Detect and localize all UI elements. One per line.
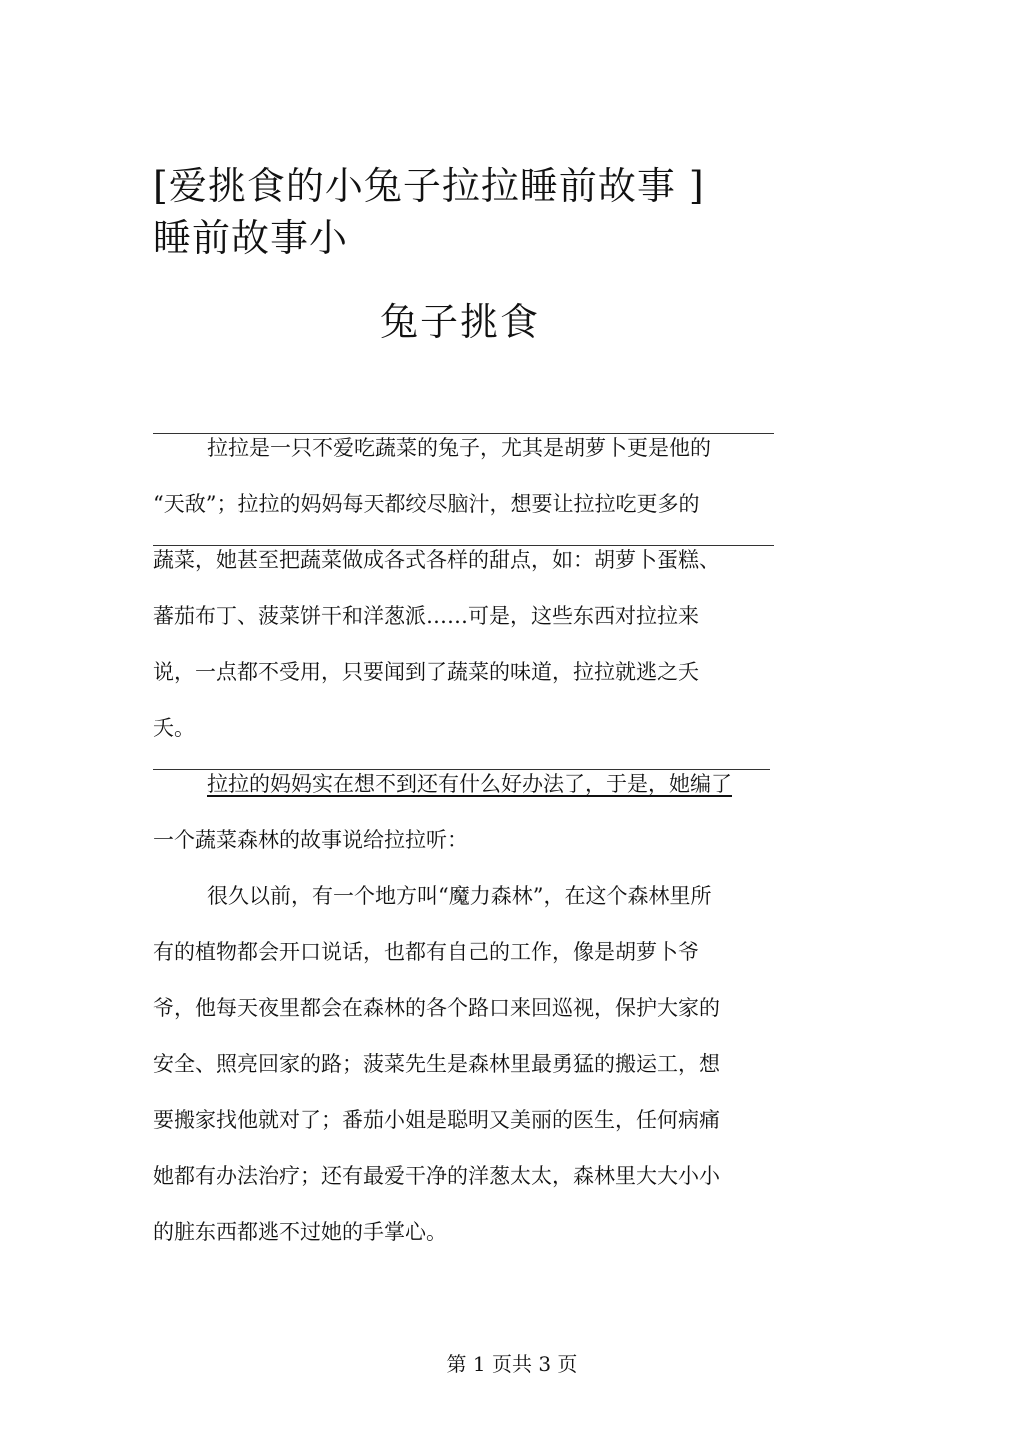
paragraph-line: 有的植物都会开口说话，也都有自己的工作，像是胡萝卜爷 bbox=[153, 940, 699, 964]
page-number-footer: 第 1 页共 3 页 bbox=[446, 1352, 578, 1376]
paragraph-line: 蔬菜，她甚至把蔬菜做成各式各样的甜点，如：胡萝卜蛋糕、 bbox=[153, 548, 720, 572]
paragraph-line: 拉拉的妈妈实在想不到还有什么好办法了，于是，她编了 bbox=[207, 772, 732, 796]
paragraph-line: 安全、照亮回家的路；菠菜先生是森林里最勇猛的搬运工，想 bbox=[153, 1052, 720, 1076]
paragraph-line: 蕃茄布丁、菠菜饼干和洋葱派……可是，这些东西对拉拉来 bbox=[153, 604, 699, 628]
paragraph-line: 一个蔬菜森林的故事说给拉拉听： bbox=[153, 828, 468, 852]
paragraph-line: 的脏东西都逃不过她的手掌心。 bbox=[153, 1220, 447, 1244]
document-title-line-1: [爱挑食的小兔子拉拉睡前故事 ] bbox=[153, 164, 705, 208]
paragraph-line: 拉拉是一只不爱吃蔬菜的兔子，尤其是胡萝卜更是他的 bbox=[207, 436, 711, 460]
document-subtitle: 兔子挑食 bbox=[380, 300, 541, 344]
paragraph-line: 夭。 bbox=[153, 716, 195, 740]
paragraph-line: 要搬家找他就对了；番茄小姐是聪明又美丽的医生，任何病痛 bbox=[153, 1108, 720, 1132]
document-title-line-2: 睡前故事小 bbox=[153, 216, 349, 260]
paragraph-line: 很久以前，有一个地方叫“魔力森林”，在这个森林里所 bbox=[207, 884, 712, 908]
paragraph-line: “天敌”；拉拉的妈妈每天都绞尽脑汁，想要让拉拉吃更多的 bbox=[153, 492, 700, 516]
paragraph-line: 她都有办法治疗；还有最爱干净的洋葱太太，森林里大大小小 bbox=[153, 1164, 720, 1188]
paragraph-line: 说，一点都不受用，只要闻到了蔬菜的味道，拉拉就逃之夭 bbox=[153, 660, 699, 684]
paragraph-line: 爷，他每天夜里都会在森林的各个路口来回巡视，保护大家的 bbox=[153, 996, 720, 1020]
